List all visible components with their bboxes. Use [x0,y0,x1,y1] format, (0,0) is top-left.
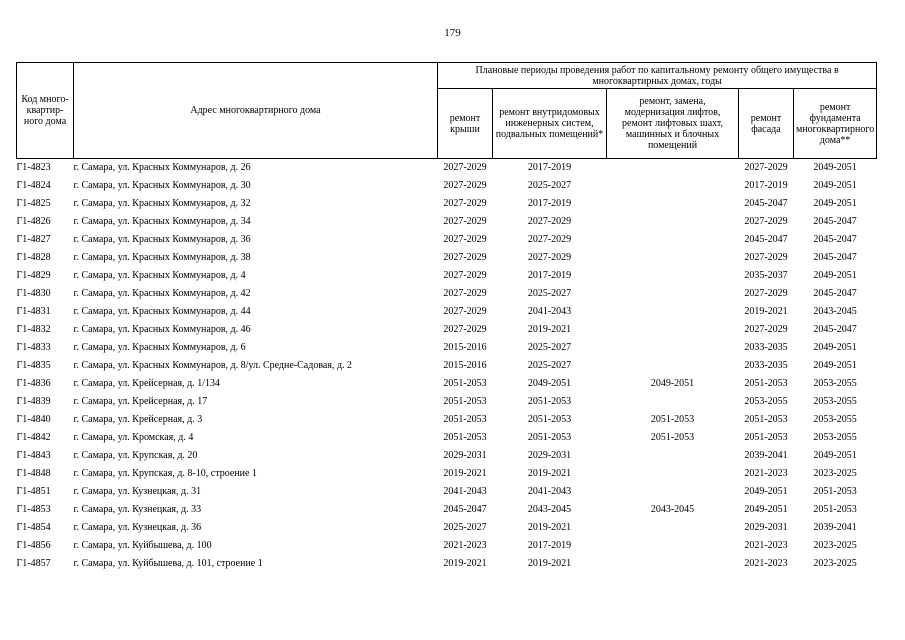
cell-foundation: 2051-2053 [813,504,857,515]
cell-engineering: 2025-2027 [527,288,572,299]
cell-foundation: 2053-2055 [813,432,857,443]
cell-foundation: 2045-2047 [813,288,857,299]
table-row [17,321,877,339]
cell-elevators [607,483,739,501]
table-row [17,375,877,393]
cell-facade: 2051-2053 [744,378,788,389]
cell-elevators [607,159,739,178]
table-row [17,213,877,231]
table-row [17,285,877,303]
cell-code: Г1-4836 [16,378,51,389]
cell-facade: 2035-2037 [744,270,788,281]
cell-elevators: 2051-2053 [650,414,695,425]
table-row [17,357,877,375]
header-code: Код много-квартир-ного дома [17,63,74,159]
cell-code: Г1-4854 [16,522,51,533]
cell-foundation: 2023-2025 [813,468,857,479]
cell-roof: 2015-2016 [443,360,487,371]
cell-facade: 2033-2035 [744,342,788,353]
table-row [17,249,877,267]
cell-address: г. Самара, ул. Красных Коммунаров, д. 6 [73,342,246,353]
cell-roof: 2027-2029 [443,288,487,299]
cell-address: г. Самара, ул. Крупская, д. 20 [73,450,198,461]
cell-roof: 2027-2029 [443,252,487,263]
table-row [17,429,877,447]
table-row [17,177,877,195]
cell-engineering: 2041-2043 [527,486,572,497]
cell-foundation: 2023-2025 [813,540,857,551]
cell-code: Г1-4824 [16,180,51,191]
cell-facade: 2021-2023 [744,468,788,479]
cell-elevators [607,519,739,537]
cell-engineering: 2025-2027 [527,180,572,191]
cell-code: Г1-4831 [16,306,51,317]
cell-code: Г1-4826 [16,216,51,227]
cell-roof: 2045-2047 [443,504,487,515]
cell-engineering: 2027-2029 [527,252,572,263]
cell-code: Г1-4835 [16,360,51,371]
cell-address: г. Самара, ул. Кромская, д. 4 [73,432,194,443]
cell-address: г. Самара, ул. Красных Коммунаров, д. 4 [73,270,246,281]
header-address: Адрес многоквартирного дома [74,63,438,159]
cell-facade: 2021-2023 [744,558,788,569]
table-row [17,537,877,555]
cell-elevators [607,537,739,555]
cell-elevators [607,195,739,213]
cell-engineering: 2029-2031 [527,450,572,461]
cell-engineering: 2051-2053 [527,432,572,443]
cell-engineering: 2027-2029 [527,216,572,227]
cell-address: г. Самара, ул. Красных Коммунаров, д. 34 [73,216,251,227]
cell-roof: 2051-2053 [443,432,487,443]
cell-engineering: 2025-2027 [527,360,572,371]
cell-foundation: 2043-2045 [813,306,857,317]
cell-elevators [607,339,739,357]
cell-facade: 2045-2047 [744,198,788,209]
table-row [17,501,877,519]
cell-roof: 2019-2021 [443,558,487,569]
cell-address: г. Самара, ул. Красных Коммунаров, д. 32 [73,198,251,209]
cell-elevators [607,555,739,573]
table-row [17,483,877,501]
cell-engineering: 2019-2021 [527,558,572,569]
cell-foundation: 2049-2051 [813,162,857,173]
cell-engineering: 2043-2045 [527,504,572,515]
cell-facade: 2021-2023 [744,540,788,551]
cell-engineering: 2019-2021 [527,522,572,533]
table-row [17,267,877,285]
cell-foundation: 2053-2055 [813,378,857,389]
cell-code: Г1-4853 [16,504,51,515]
cell-code: Г1-4832 [16,324,51,335]
cell-code: Г1-4830 [16,288,51,299]
cell-roof: 2051-2053 [443,396,487,407]
cell-elevators: 2043-2045 [650,504,695,515]
cell-code: Г1-4848 [16,468,51,479]
cell-address: г. Самара, ул. Красных Коммунаров, д. 42 [73,288,251,299]
cell-facade: 2029-2031 [744,522,788,533]
header-engineering: ремонт внутридомовых инженерных систем, подвальных помещений* [493,89,607,159]
cell-engineering: 2017-2019 [527,540,572,551]
cell-facade: 2039-2041 [744,450,788,461]
cell-address: г. Самара, ул. Крупская, д. 8-10, строение 1 [73,468,257,479]
cell-engineering: 2017-2019 [527,162,572,173]
cell-foundation: 2045-2047 [813,252,857,263]
cell-facade: 2027-2029 [744,252,788,263]
cell-address: г. Самара, ул. Красных Коммунаров, д. 26 [73,162,251,173]
cell-facade: 2051-2053 [744,414,788,425]
table-row [17,231,877,249]
cell-address: г. Самара, ул. Крейсерная, д. 17 [73,396,208,407]
cell-facade: 2051-2053 [744,432,788,443]
cell-facade: 2053-2055 [744,396,788,407]
cell-address: г. Самара, ул. Красных Коммунаров, д. 38 [73,252,251,263]
cell-address: г. Самара, ул. Крейсерная, д. 3 [73,414,203,425]
cell-foundation: 2053-2055 [813,414,857,425]
header-facade: ремонт фасада [739,89,794,159]
cell-elevators [607,303,739,321]
cell-facade: 2027-2029 [744,324,788,335]
table-row [17,303,877,321]
cell-foundation: 2053-2055 [813,396,857,407]
cell-code: Г1-4825 [16,198,51,209]
cell-engineering: 2041-2043 [527,306,572,317]
cell-foundation: 2049-2051 [813,198,857,209]
cell-code: Г1-4833 [16,342,51,353]
cell-roof: 2027-2029 [443,270,487,281]
cell-roof: 2029-2031 [443,450,487,461]
cell-elevators [607,231,739,249]
cell-foundation: 2045-2047 [813,234,857,245]
cell-facade: 2033-2035 [744,360,788,371]
cell-roof: 2027-2029 [443,216,487,227]
cell-code: Г1-4843 [16,450,51,461]
header-foundation: ремонт фундамента многоквартирного дома** [794,89,877,159]
cell-foundation: 2049-2051 [813,180,857,191]
cell-code: Г1-4823 [16,162,51,173]
cell-address: г. Самара, ул. Кузнецкая, д. 36 [73,522,202,533]
cell-address: г. Самара, ул. Красных Коммунаров, д. 44 [73,306,251,317]
table-row [17,339,877,357]
table-row [17,465,877,483]
cell-foundation: 2045-2047 [813,324,857,335]
cell-address: г. Самара, ул. Кузнецкая, д. 31 [73,486,202,497]
cell-address: г. Самара, ул. Кузнецкая, д. 33 [73,504,202,515]
cell-facade: 2049-2051 [744,486,788,497]
cell-roof: 2027-2029 [443,234,487,245]
cell-foundation: 2051-2053 [813,486,857,497]
cell-facade: 2017-2019 [744,180,788,191]
cell-foundation: 2049-2051 [813,360,857,371]
cell-foundation: 2049-2051 [813,342,857,353]
cell-address: г. Самара, ул. Крейсерная, д. 1/134 [73,378,220,389]
table-row [17,555,877,573]
cell-facade: 2027-2029 [744,162,788,173]
page-number: 179 [444,27,461,39]
cell-roof: 2027-2029 [443,324,487,335]
cell-roof: 2027-2029 [443,180,487,191]
cell-elevators [607,285,739,303]
cell-roof: 2027-2029 [443,198,487,209]
cell-foundation: 2049-2051 [813,450,857,461]
cell-facade: 2027-2029 [744,288,788,299]
cell-roof: 2041-2043 [443,486,487,497]
cell-roof: 2025-2027 [443,522,487,533]
cell-address: г. Самара, ул. Куйбышева, д. 101, строение 1 [73,558,263,569]
table-row [17,195,877,213]
cell-engineering: 2017-2019 [527,270,572,281]
cell-foundation: 2039-2041 [813,522,857,533]
cell-facade: 2045-2047 [744,234,788,245]
cell-roof: 2015-2016 [443,342,487,353]
cell-foundation: 2049-2051 [813,270,857,281]
cell-roof: 2051-2053 [443,378,487,389]
cell-roof: 2027-2029 [443,162,487,173]
cell-code: Г1-4839 [16,396,51,407]
cell-address: г. Самара, ул. Красных Коммунаров, д. 46 [73,324,251,335]
cell-engineering: 2019-2021 [527,468,572,479]
cell-elevators [607,357,739,375]
table-row [17,447,877,465]
cell-roof: 2021-2023 [443,540,487,551]
cell-engineering: 2025-2027 [527,342,572,353]
header-elevators: ремонт, замена, модернизация лифтов, ремонт лифтовых шахт, машинных и блочных помещений [607,89,739,159]
cell-roof: 2019-2021 [443,468,487,479]
cell-foundation: 2045-2047 [813,216,857,227]
cell-engineering: 2017-2019 [527,198,572,209]
cell-elevators [607,177,739,195]
cell-code: Г1-4827 [16,234,51,245]
cell-code: Г1-4829 [16,270,51,281]
cell-code: Г1-4856 [16,540,51,551]
cell-engineering: 2051-2053 [527,414,572,425]
cell-roof: 2027-2029 [443,306,487,317]
cell-elevators [607,393,739,411]
cell-roof: 2051-2053 [443,414,487,425]
cell-facade: 2049-2051 [744,504,788,515]
cell-address: г. Самара, ул. Красных Коммунаров, д. 8/ул. Средне-Садовая, д. 2 [73,360,353,371]
table-row [17,411,877,429]
cell-elevators [607,447,739,465]
cell-facade: 2019-2021 [744,306,788,317]
table-row [17,519,877,537]
cell-elevators [607,321,739,339]
cell-elevators [607,465,739,483]
cell-elevators [607,267,739,285]
cell-code: Г1-4842 [16,432,51,443]
cell-engineering: 2051-2053 [527,396,572,407]
cell-address: г. Самара, ул. Куйбышева, д. 100 [73,540,212,551]
capital-repair-table [16,62,877,573]
cell-code: Г1-4857 [16,558,51,569]
cell-engineering: 2019-2021 [527,324,572,335]
cell-elevators [607,213,739,231]
cell-facade: 2027-2029 [744,216,788,227]
cell-foundation: 2023-2025 [813,558,857,569]
cell-elevators: 2051-2053 [650,432,695,443]
cell-address: г. Самара, ул. Красных Коммунаров, д. 30 [73,180,251,191]
table-row [17,393,877,411]
header-roof: ремонт крыши [438,89,493,159]
cell-engineering: 2027-2029 [527,234,572,245]
header-planned-periods: Плановые периоды проведения работ по капитальному ремонту общего имущества в многоквартирных домах, годы [438,63,877,89]
table-row [17,159,877,178]
cell-engineering: 2049-2051 [527,378,572,389]
cell-code: Г1-4828 [16,252,51,263]
cell-code: Г1-4851 [16,486,51,497]
cell-elevators [607,249,739,267]
cell-code: Г1-4840 [16,414,51,425]
table-body [17,159,877,574]
cell-elevators: 2049-2051 [650,378,695,389]
cell-address: г. Самара, ул. Красных Коммунаров, д. 36 [73,234,251,245]
